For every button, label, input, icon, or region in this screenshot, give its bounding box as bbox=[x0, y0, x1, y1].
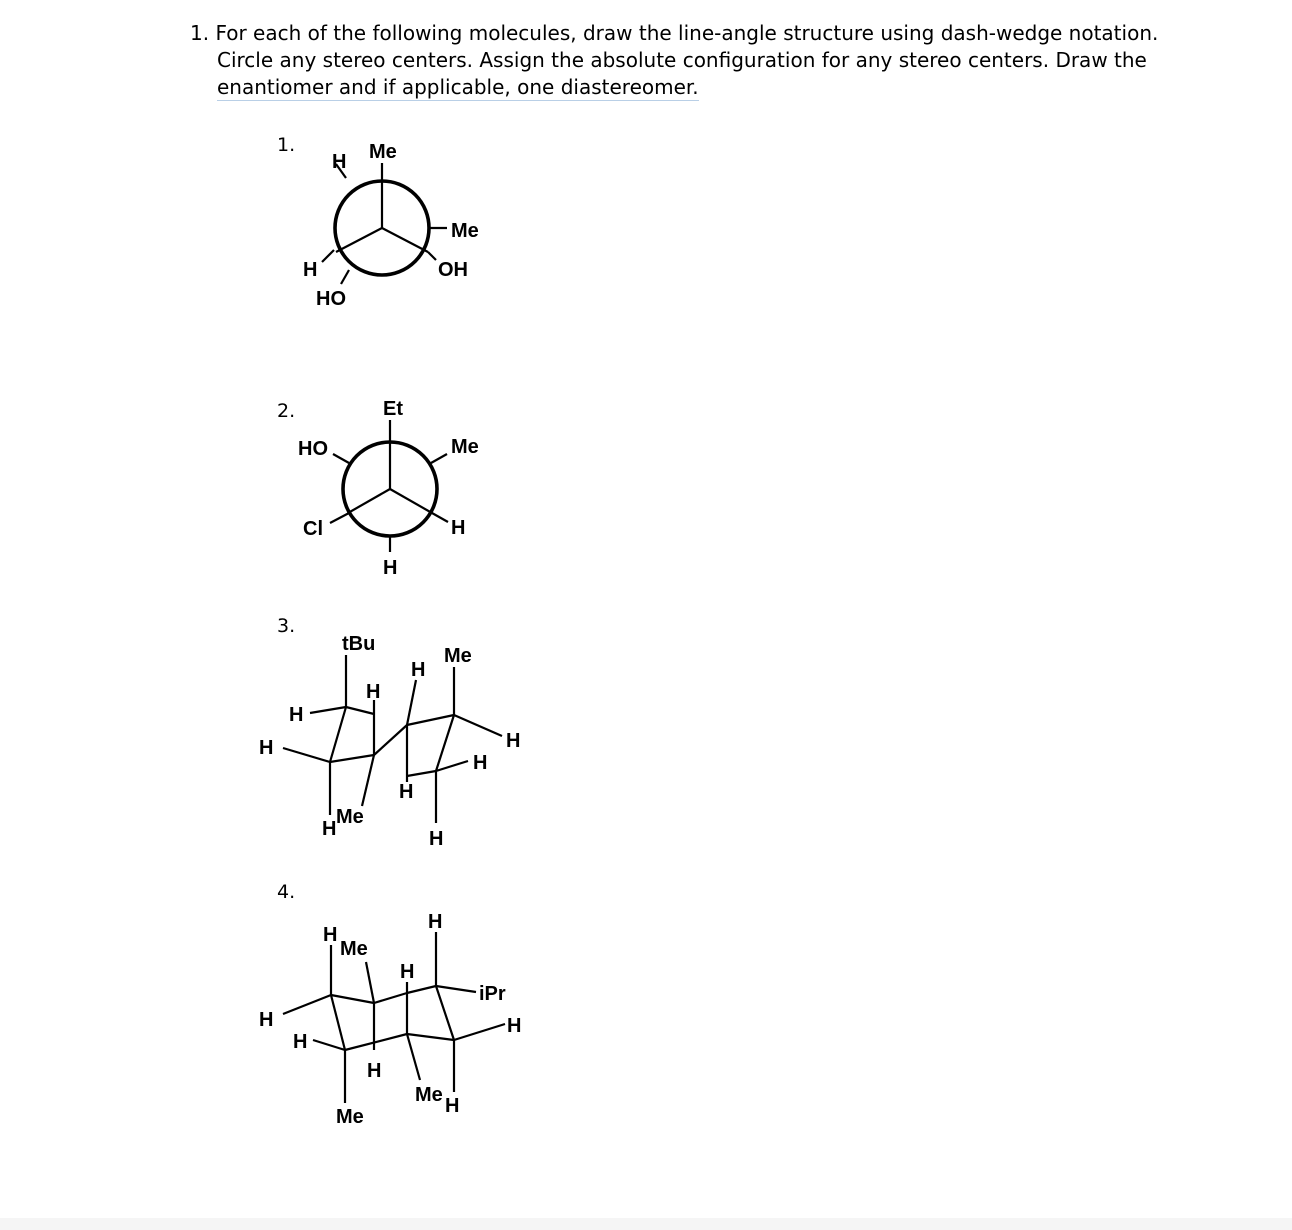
front-bond-left bbox=[336, 228, 382, 252]
chair-3 bbox=[259, 633, 520, 850]
label-cl: Cl bbox=[303, 518, 323, 540]
label-ho-bottom: HO bbox=[316, 288, 346, 310]
front-bond-lower-right bbox=[390, 489, 432, 513]
back-bond-cl bbox=[330, 513, 349, 523]
bond-ipr bbox=[436, 986, 476, 992]
label-me-mid: Me bbox=[415, 1084, 443, 1106]
bond-h-right bbox=[454, 715, 502, 736]
label-h: H bbox=[289, 704, 304, 726]
bond-H-left bbox=[322, 250, 334, 262]
bond-h-lower-left bbox=[313, 1040, 345, 1050]
label-h: H bbox=[429, 828, 444, 850]
ring-bond bbox=[407, 715, 454, 725]
label-h: H bbox=[445, 1095, 460, 1117]
ring-bond bbox=[330, 707, 346, 762]
label-me-top: Me bbox=[444, 645, 472, 667]
label-h-right: H bbox=[451, 517, 466, 539]
bond-me-top bbox=[366, 962, 374, 1003]
label-me-bottom: Me bbox=[336, 1106, 364, 1128]
bond-me-mid bbox=[407, 1034, 420, 1080]
molecule-number-4: 4. bbox=[277, 881, 296, 903]
ring-bond bbox=[407, 986, 436, 993]
ring-bond bbox=[374, 993, 407, 1003]
label-h-left: H bbox=[303, 259, 318, 281]
ring-bond bbox=[346, 707, 374, 714]
label-h: H bbox=[400, 961, 415, 983]
bond-h-right-lower bbox=[436, 761, 468, 771]
ring-bond bbox=[330, 755, 374, 762]
label-me: Me bbox=[451, 436, 479, 458]
label-h-upper-left: H bbox=[332, 151, 347, 173]
chair-4 bbox=[259, 911, 521, 1128]
back-bond-HO bbox=[341, 270, 349, 284]
question-line-3: enantiomer and if applicable, one diastereomer. bbox=[217, 75, 699, 99]
ring-bond bbox=[436, 986, 454, 1040]
newman-projection-2 bbox=[298, 398, 479, 579]
label-et: Et bbox=[383, 398, 403, 420]
ring-bond bbox=[407, 1034, 454, 1040]
back-bond-ho bbox=[333, 454, 349, 463]
label-me-bottom: Me bbox=[336, 806, 364, 828]
molecule-number-3: 3. bbox=[277, 615, 296, 637]
ring-bond bbox=[374, 725, 407, 755]
newman-projection-1 bbox=[303, 141, 479, 310]
label-ho: HO bbox=[298, 438, 328, 460]
label-h: H bbox=[293, 1031, 308, 1053]
ring-bond bbox=[331, 995, 374, 1003]
label-h: H bbox=[259, 1009, 274, 1031]
bond-h-top bbox=[407, 680, 416, 725]
label-h: H bbox=[428, 911, 443, 933]
label-h: H bbox=[411, 659, 426, 681]
label-h: H bbox=[399, 781, 414, 803]
molecule-number-2: 2. bbox=[277, 400, 296, 422]
label-h: H bbox=[367, 1060, 382, 1082]
label-tbu: tBu bbox=[342, 633, 376, 655]
label-h: H bbox=[473, 752, 488, 774]
label-oh-right: OH bbox=[438, 259, 468, 281]
ring-bond bbox=[331, 995, 345, 1050]
label-h: H bbox=[507, 1015, 522, 1037]
molecule-number-1: 1. bbox=[277, 134, 296, 156]
bond-h-right bbox=[454, 1024, 505, 1040]
back-bond-h-right bbox=[432, 513, 448, 522]
question-line-1: 1. For each of the following molecules, draw the line-angle structure using dash-wedge notation. bbox=[190, 21, 1159, 45]
ring-bond bbox=[436, 715, 454, 771]
ring-bond bbox=[345, 1034, 407, 1050]
question-line-2: Circle any stereo centers. Assign the absolute configuration for any stereo centers. Draw the bbox=[217, 48, 1147, 72]
bond-h-left bbox=[283, 995, 331, 1014]
label-me-right: Me bbox=[451, 220, 479, 242]
page-bottom-edge bbox=[0, 1218, 1292, 1230]
bond-OH bbox=[428, 252, 436, 260]
front-bond-lower-left bbox=[348, 489, 390, 513]
label-h: H bbox=[323, 924, 338, 946]
front-bond-right bbox=[382, 228, 428, 252]
label-h: H bbox=[322, 818, 337, 840]
bond-h-left bbox=[283, 748, 330, 762]
back-bond-me bbox=[431, 454, 447, 463]
label-ipr: iPr bbox=[479, 983, 506, 1005]
label-me-top: Me bbox=[369, 141, 397, 163]
label-h-bottom: H bbox=[383, 557, 398, 579]
bond-me-bottom bbox=[362, 755, 374, 806]
label-h: H bbox=[259, 737, 274, 759]
bond-h-left-top bbox=[310, 707, 346, 713]
ring-bond bbox=[407, 771, 436, 776]
label-h: H bbox=[366, 681, 381, 703]
label-me-top: Me bbox=[340, 938, 368, 960]
label-h: H bbox=[506, 730, 521, 752]
